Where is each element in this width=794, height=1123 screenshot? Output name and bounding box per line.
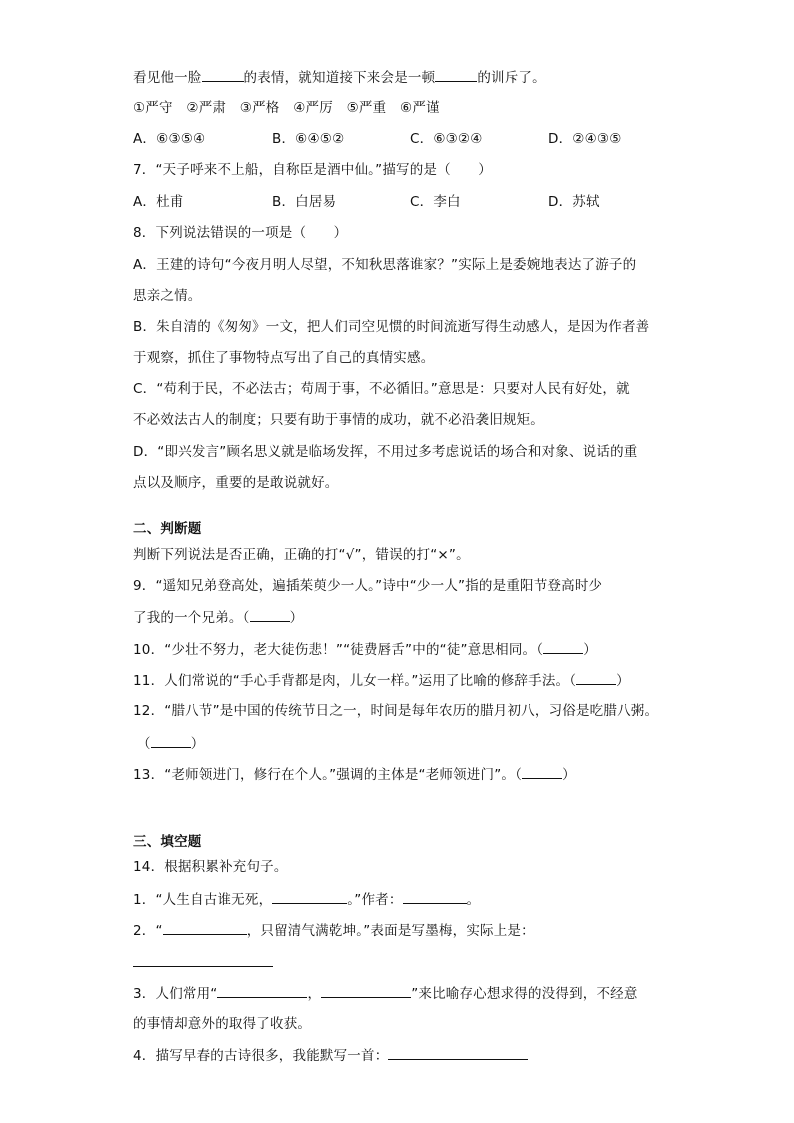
fill-2-blank-line[interactable] xyxy=(163,921,247,935)
fill-4-blank[interactable] xyxy=(388,1046,528,1060)
q10-answer-blank[interactable] xyxy=(543,640,583,654)
q7-option-a[interactable]: A．杜甫 xyxy=(133,194,184,210)
q13-line xyxy=(133,765,576,784)
q8-option-b-line2[interactable]: 于观察，抓住了事物特点写出了自己的真情实感。 xyxy=(133,350,435,366)
q11-close-paren: ） xyxy=(616,673,630,689)
section2-instruction: 判断下列说法是否正确，正确的打“√”，错误的打“×”。 xyxy=(133,547,470,563)
q12-line2 xyxy=(137,734,204,753)
fill-2 xyxy=(133,921,535,940)
q9-text: 了我的一个兄弟。（ xyxy=(133,610,250,626)
q8-option-d-line1[interactable]: D．“即兴发言”顾名思义就是临场发挥，不用过多考虑说话的场合和对象、说话的重 xyxy=(133,444,638,460)
fill-1-text-a: 1．“人生自古谁无死， xyxy=(133,892,273,908)
q6-stem xyxy=(133,68,546,87)
q6-stem-part-a: 看见他一脸 xyxy=(133,70,202,86)
fill-3-text-a: 3．人们常用“ xyxy=(133,986,218,1002)
q7-option-b[interactable]: B．白居易 xyxy=(272,194,337,210)
q6-options xyxy=(133,130,653,148)
q7-option-d[interactable]: D．苏轼 xyxy=(548,194,600,210)
fill-3-text-b: ， xyxy=(307,986,322,1002)
q9-close-paren: ） xyxy=(289,610,304,626)
q6-option-b[interactable]: B．⑥④⑤② xyxy=(272,131,345,147)
fill-1 xyxy=(133,890,480,909)
q8-option-c-line1[interactable]: C．“苟利于民，不必法古；苟周于事，不必循旧。”意思是：只要对人民有好处，就 xyxy=(133,381,630,397)
fill-3-blank-2[interactable] xyxy=(321,984,411,998)
fill-3-text-c: ”来比喻存心想求得的没得到，不经意 xyxy=(411,986,638,1002)
q13-close-paren: ） xyxy=(562,767,576,783)
fill-2-text-b: ，只留清气满乾坤。”表面是写墨梅，实际上是： xyxy=(246,923,535,939)
fill-2-text-a: 2．“ xyxy=(133,923,163,939)
q7-option-c[interactable]: C．李白 xyxy=(410,194,461,210)
q12-text: （ xyxy=(137,736,151,752)
q6-blank-1[interactable] xyxy=(202,68,244,82)
fill-3 xyxy=(133,984,638,1003)
q12-close-paren: ） xyxy=(190,736,205,752)
q12-answer-blank[interactable] xyxy=(151,734,191,748)
fill-3-line2: 的事情却意外的取得了收获。 xyxy=(133,1016,312,1032)
q9-line2 xyxy=(133,608,303,627)
fill-1-blank-line[interactable] xyxy=(272,890,347,904)
q7-stem: 7．“天子呼来不上船，自称臣是酒中仙。”描写的是（ ） xyxy=(133,162,492,178)
fill-4-text: 4．描写早春的古诗很多，我能默写一首： xyxy=(133,1048,389,1064)
q6-choices: ①严守 ②严肃 ③严格 ④严厉 ⑤严重 ⑥严谨 xyxy=(133,100,440,116)
q8-option-d-line2[interactable]: 点以及顺序，重要的是敢说就好。 xyxy=(133,475,339,491)
q6-option-a[interactable]: A．⑥③⑤④ xyxy=(133,131,206,147)
section3-heading: 三、填空题 xyxy=(133,834,202,850)
q9-answer-blank[interactable] xyxy=(250,608,290,622)
fill-1-text-b: 。”作者： xyxy=(347,892,403,908)
q6-stem-part-b: 的表情，就知道接下来会是一顿 xyxy=(243,70,436,86)
q6-stem-part-c: 的训斥了。 xyxy=(477,70,546,86)
q11-answer-blank[interactable] xyxy=(576,671,616,685)
q6-option-c[interactable]: C．⑥③②④ xyxy=(410,131,483,147)
q8-option-a-line2[interactable]: 思亲之情。 xyxy=(133,288,202,304)
q11-line xyxy=(133,671,630,690)
q8-stem: 8．下列说法错误的一项是（ ） xyxy=(133,225,348,241)
q12-line1: 12．“腊八节”是中国的传统节日之一，时间是每年农历的腊月初八，习俗是吃腊八粥。 xyxy=(133,703,659,719)
q9-line1: 9．“遥知兄弟登高处，遍插茱萸少一人。”诗中“少一人”指的是重阳节登高时少 xyxy=(133,578,603,594)
q10-text: 10．“少壮不努力，老大徒伤悲！”“徒费唇舌”中的“徒”意思相同。（ xyxy=(133,642,544,658)
q14-stem: 14．根据积累补充句子。 xyxy=(133,859,288,875)
q6-blank-2[interactable] xyxy=(435,68,477,82)
q7-options xyxy=(133,193,653,211)
fill-3-blank-1[interactable] xyxy=(217,984,307,998)
q8-option-c-line2[interactable]: 不必效法古人的制度；只要有助于事情的成功，就不必沿袭旧规矩。 xyxy=(133,412,544,428)
q8-option-b-line1[interactable]: B．朱自清的《匆匆》一文，把人们司空见惯的时间流逝写得生动感人，是因为作者善 xyxy=(133,319,650,335)
fill-1-blank-author[interactable] xyxy=(403,890,467,904)
q11-text: 11．人们常说的“手心手背都是肉，儿女一样。”运用了比喻的修辞手法。（ xyxy=(133,673,577,689)
q13-answer-blank[interactable] xyxy=(522,765,562,779)
q6-option-d[interactable]: D．②④③⑤ xyxy=(548,131,622,147)
q8-option-a-line1[interactable]: A．王建的诗句“今夜月明人尽望，不知秋思落谁家？”实际上是委婉地表达了游子的 xyxy=(133,257,637,273)
q10-line xyxy=(133,640,597,659)
q10-close-paren: ） xyxy=(583,642,597,658)
fill-4 xyxy=(133,1046,528,1065)
section2-heading: 二、判断题 xyxy=(133,521,202,537)
q13-text: 13．“老师领进门，修行在个人。”强调的主体是“老师领进门”。（ xyxy=(133,767,523,783)
fill-2-blank-meaning[interactable] xyxy=(133,953,273,967)
fill-1-text-c: 。 xyxy=(466,892,481,908)
